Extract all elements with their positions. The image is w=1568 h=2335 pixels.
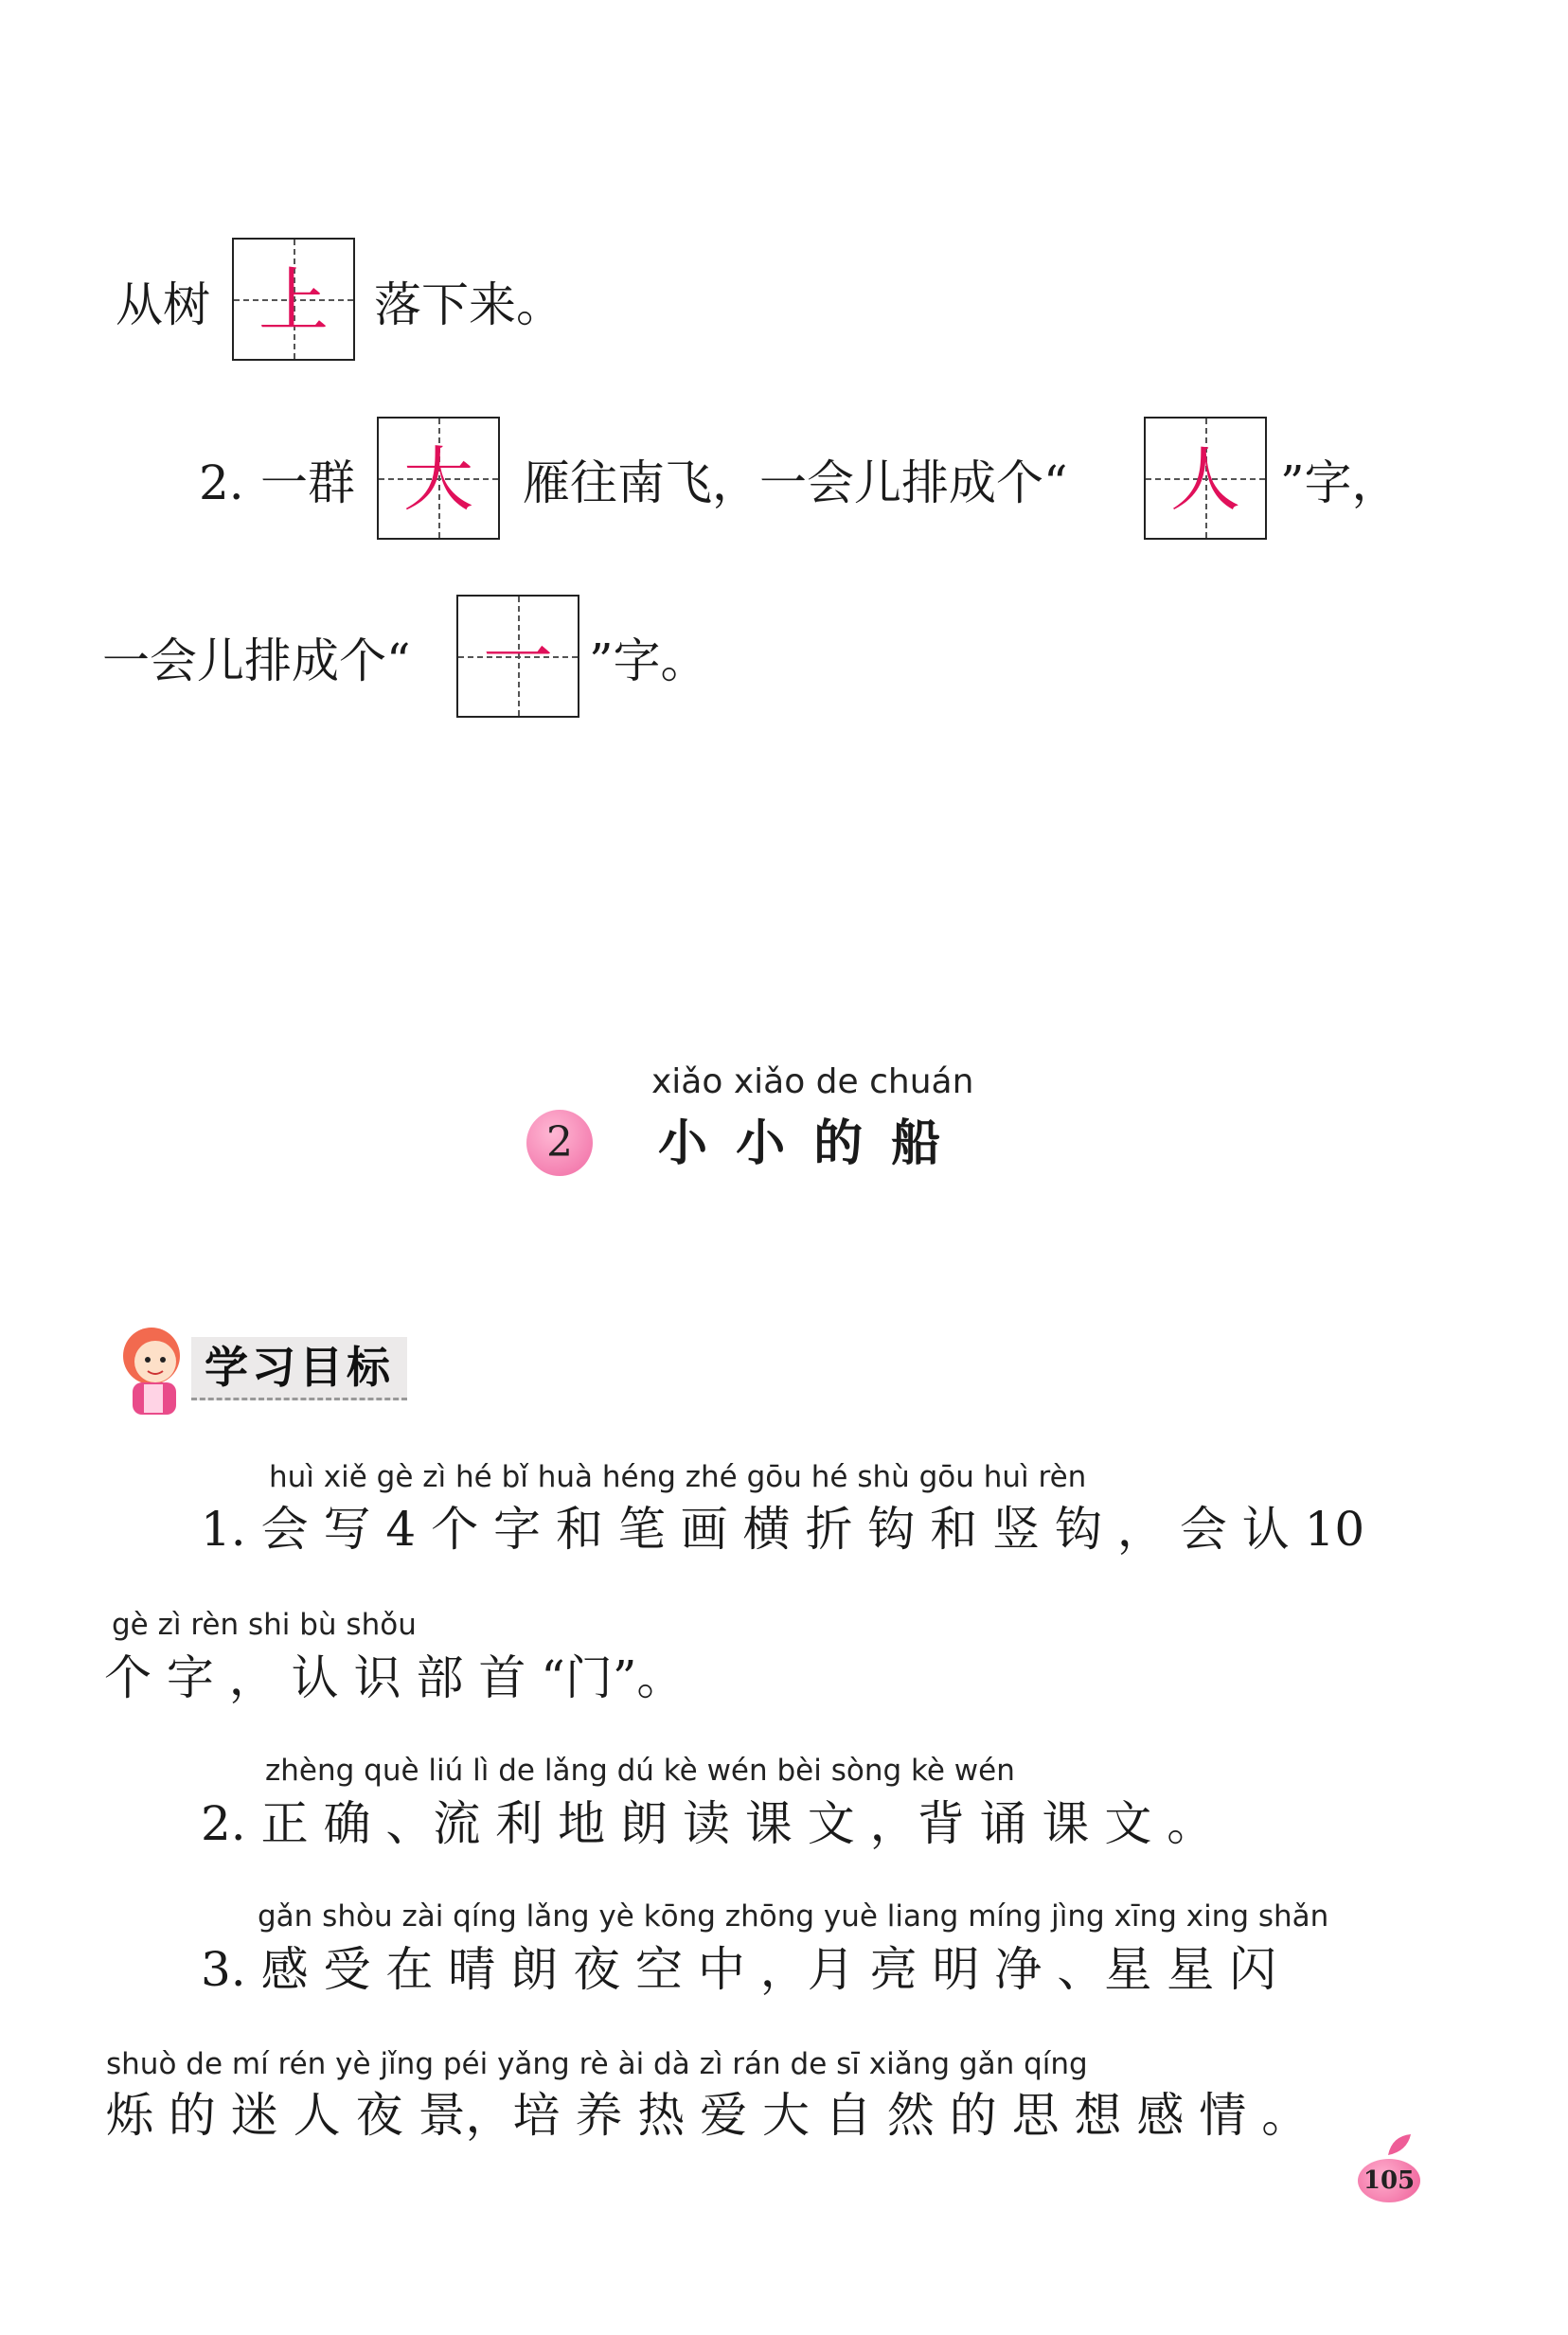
section-title: 学习目标	[191, 1337, 407, 1400]
writing-box-2	[377, 417, 500, 540]
goal3-text-b: 烁 的 迷 人 夜 景，培 养 热 爱 大 自 然 的 思 想 感 情 。	[106, 2088, 1310, 2143]
answer-char-1: 上	[258, 260, 329, 342]
apple-leaf-icon	[1382, 2130, 1420, 2159]
writing-box-4	[456, 595, 579, 718]
line3-after: ”字。	[589, 633, 708, 688]
goal3-pinyin-b: shuò de mí rén yè jǐng péi yǎng rè ài dà zì rán de sī xiǎng gǎn qíng	[106, 2047, 1088, 2081]
line2-after: ”字，	[1280, 455, 1399, 510]
goal1-pinyin-b: gè zì rèn shi bù shǒu	[112, 1608, 417, 1642]
goal1-pinyin-a: huì xiě gè zì hé bǐ huà héng zhé gōu hé shù gōu huì rèn	[269, 1460, 1087, 1494]
answer-char-2: 大	[403, 439, 473, 521]
goal3-text-a: 3. 感 受 在 晴 朗 夜 空 中 ，月 亮 明 净 、星 星 闪	[201, 1942, 1277, 1997]
writing-box-3	[1144, 417, 1267, 540]
goal2-text: 2. 正 确 、流 利 地 朗 读 课 文 ，背 诵 课 文 。	[201, 1796, 1215, 1851]
lesson-number-badge: 2	[526, 1110, 593, 1176]
page-number: 105	[1358, 2159, 1420, 2202]
goal2-pinyin: zhèng què liú lì de lǎng dú kè wén bèi sòng kè wén	[265, 1754, 1015, 1788]
line3-before: 一会儿排成个“	[102, 633, 411, 688]
answer-char-3: 人	[1170, 439, 1240, 521]
goal3-pinyin-a: gǎn shòu zài qíng lǎng yè kōng zhōng yuè liang míng jìng xīng xing shǎn	[258, 1899, 1329, 1934]
goal1-text-a: 1. 会 写 4 个 字 和 笔 画 横 折 钩 和 竖 钩 ， 会 认 10	[201, 1502, 1365, 1557]
line1-before: 从树	[116, 277, 210, 332]
line1-after: 落下来。	[374, 277, 563, 332]
lesson-title-pinyin: xiǎo xiǎo de chuán	[651, 1062, 974, 1101]
line2-middle: 雁往南飞，一会儿排成个“	[523, 455, 1068, 510]
student-mascot-icon	[106, 1322, 197, 1418]
goal1-text-b: 个 字 ， 认 识 部 首 “门”。	[104, 1650, 685, 1705]
line2-before: 一群	[260, 455, 355, 510]
answer-char-4: 一	[483, 617, 553, 699]
line2-number: 2.	[199, 455, 244, 510]
lesson-title: 小 小 的 船	[658, 1114, 947, 1172]
writing-box-1	[232, 238, 355, 361]
